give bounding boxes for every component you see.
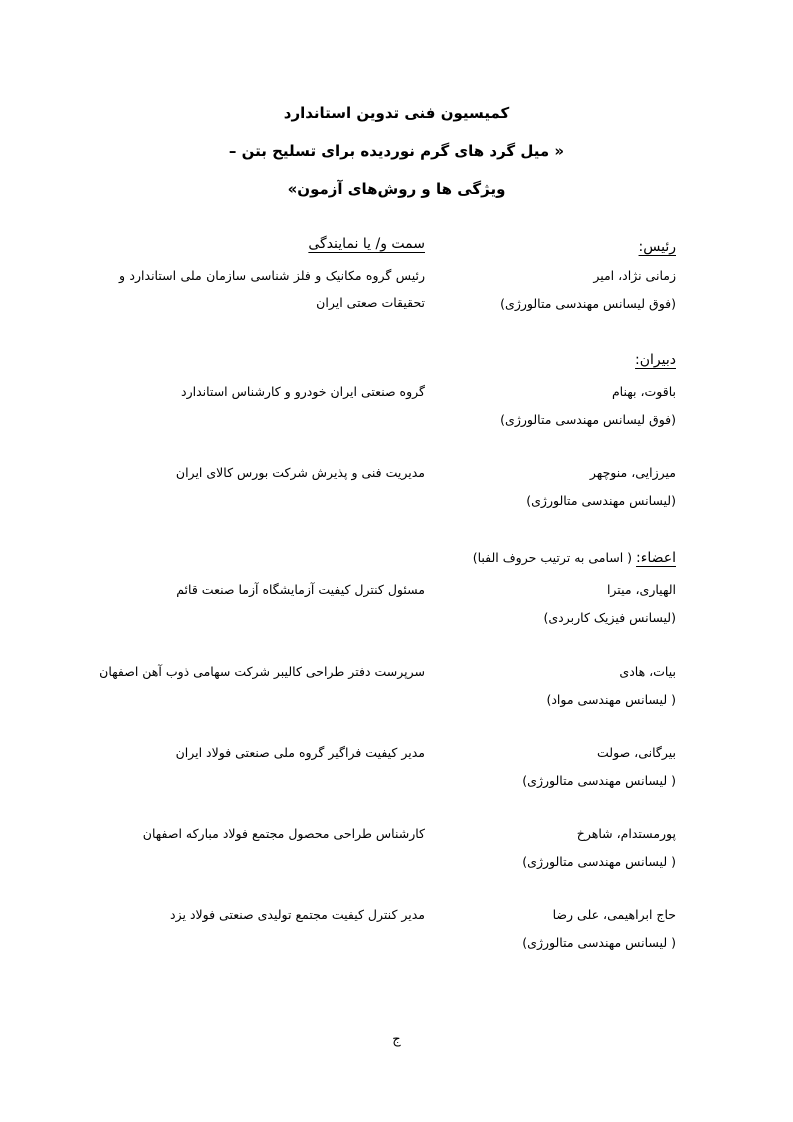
title-line-1: کمیسیون فنی تدوین استاندارد — [283, 104, 510, 122]
chair-name: زمانی نژاد، امیر — [593, 268, 676, 283]
member-4-degree: ( لیسانس مهندسی متالورژی) — [522, 854, 676, 869]
title-line-2: « میل گرد های گرم نوردیده برای تسلیح بتن – — [228, 142, 565, 160]
member-5-name: حاج ابراهیمی، علی رضا — [552, 907, 676, 922]
title-line-3: ویژگی ها و روش‌های آزمون» — [287, 180, 506, 198]
secretary-2-role: مدیریت فنی و پذیرش شرکت بورس کالای ایران — [175, 465, 425, 480]
member-3-name: بیرگانی، صولت — [597, 745, 676, 760]
member-1-degree: (لیسانس فیزیک کاربردی) — [543, 610, 676, 625]
secretaries-heading: دبیران: — [635, 352, 676, 368]
member-2-name: بیات، هادی — [619, 664, 676, 679]
member-3-degree: ( لیسانس مهندسی متالورژی) — [522, 773, 676, 788]
member-2-degree: ( لیسانس مهندسی مواد) — [546, 692, 676, 707]
chair-degree: (فوق لیسانس مهندسی متالورژی) — [500, 296, 676, 311]
secretary-2-name: میرزایی، منوچهر — [589, 465, 676, 480]
secretary-1-role: گروه صنعتی ایران خودرو و کارشناس استاندارد — [181, 384, 425, 399]
member-3-role: مدیر کیفیت فراگیر گروه ملی صنعتی فولاد ایران — [175, 745, 425, 760]
member-5-degree: ( لیسانس مهندسی متالورژی) — [522, 935, 676, 950]
chair-role: رئیس گروه مکانیک و فلز شناسی سازمان ملی استاندارد و تحقیقات صعتی ایران — [119, 268, 425, 310]
member-4-role: کارشناس طراحی محصول مجتمع فولاد مبارکه اصفهان — [142, 826, 425, 841]
member-1-role: مسئول کنترل کیفیت آزمایشگاه آزما صنعت قائم — [176, 582, 425, 597]
members-heading: اعضاء: — [636, 550, 676, 566]
member-5-role: مدیر کنترل کیفیت مجتمع تولیدی صنعتی فولاد یزد — [170, 907, 425, 922]
secretary-2-degree: (لیسانس مهندسی متالورژی) — [526, 493, 676, 508]
position-column-heading: سمت و/ یا نمایندگی — [308, 236, 425, 252]
secretary-1-degree: (فوق لیسانس مهندسی متالورژی) — [500, 412, 676, 427]
chair-heading: رئیس: — [638, 239, 676, 255]
member-2-role: سرپرست دفتر طراحی کالیبر شرکت سهامی ذوب آهن اصفهان — [99, 664, 425, 679]
member-4-name: پورمستدام، شاهرخ — [576, 826, 676, 841]
page-number: ج — [392, 1032, 401, 1047]
member-1-name: الهیاری، میترا — [606, 582, 676, 597]
members-heading-row — [473, 550, 676, 566]
secretary-1-name: باقوت، بهنام — [611, 384, 676, 399]
members-note: ( اسامی به ترتیب حروف الفبا) — [472, 550, 637, 565]
